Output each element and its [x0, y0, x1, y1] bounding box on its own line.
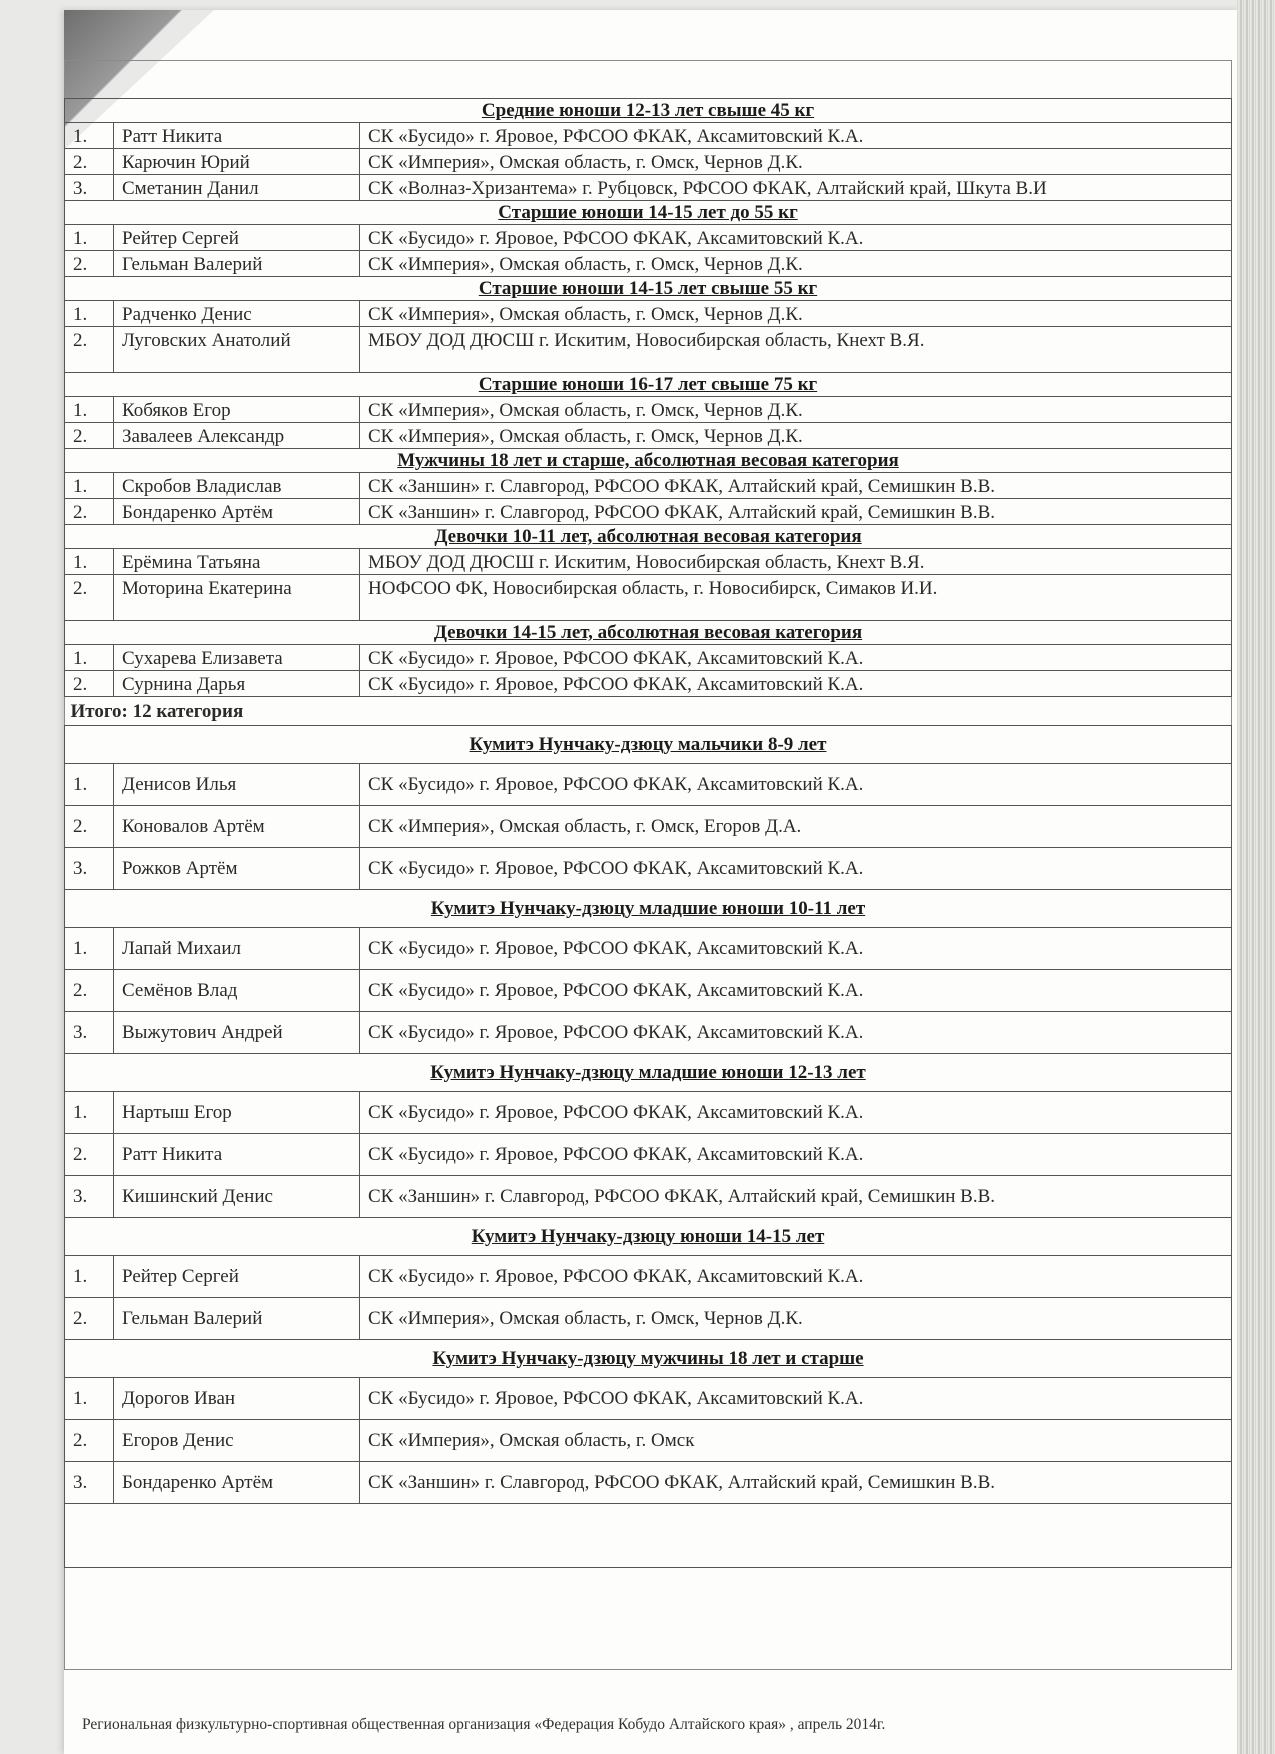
athlete-name-cell: Дорогов Иван — [114, 1378, 360, 1420]
table-row — [65, 499, 1232, 525]
category-header — [65, 201, 1232, 225]
place-cell: 3. — [65, 1462, 114, 1504]
club-cell: СК «Бусидо» г. Яровое, РФСОО ФКАК, Аксамитовский К.А. — [360, 848, 1232, 890]
place-cell: 2. — [65, 806, 114, 848]
club-cell: СК «Империя», Омская область, г. Омск, Чернов Д.К. — [360, 149, 1232, 175]
place-cell: 1. — [65, 301, 114, 327]
athlete-name-cell: Сметанин Данил — [114, 175, 360, 201]
athlete-name-cell: Скробов Владислав — [114, 473, 360, 499]
category-title: Старшие юноши 14-15 лет свыше 55 кг — [65, 277, 1232, 301]
place-cell: 2. — [65, 1298, 114, 1340]
club-cell: СК «Бусидо» г. Яровое, РФСОО ФКАК, Аксамитовский К.А. — [360, 645, 1232, 671]
table-row — [65, 1256, 1232, 1298]
club-cell: СК «Империя», Омская область, г. Омск, Чернов Д.К. — [360, 251, 1232, 277]
place-cell: 3. — [65, 1012, 114, 1054]
athlete-name-cell: Ратт Никита — [114, 123, 360, 149]
place-cell: 2. — [65, 970, 114, 1012]
table-row — [65, 1176, 1232, 1218]
table-row — [65, 671, 1232, 697]
table-row — [65, 397, 1232, 423]
athlete-name-cell: Бондаренко Артём — [114, 1462, 360, 1504]
place-cell: 2. — [65, 149, 114, 175]
table-row — [65, 928, 1232, 970]
athlete-name-cell: Рожков Артём — [114, 848, 360, 890]
athlete-name-cell: Ерёмина Татьяна — [114, 549, 360, 575]
club-cell: СК «Бусидо» г. Яровое, РФСОО ФКАК, Аксамитовский К.А. — [360, 1378, 1232, 1420]
footer-organization: Региональная физкультурно-спортивная общественная организация «Федерация Кобудо Алтайского края» , апрель 2014г. — [82, 1716, 886, 1733]
results-table — [64, 98, 1232, 1568]
table-row — [65, 123, 1232, 149]
club-cell: СК «Бусидо» г. Яровое, РФСОО ФКАК, Аксамитовский К.А. — [360, 970, 1232, 1012]
athlete-name-cell: Рейтер Сергей — [114, 1256, 360, 1298]
place-cell: 2. — [65, 671, 114, 697]
place-cell: 1. — [65, 1256, 114, 1298]
place-cell: 1. — [65, 397, 114, 423]
total-label: Итого: 12 категория — [65, 697, 1232, 726]
table-row — [65, 175, 1232, 201]
athlete-name-cell: Ратт Никита — [114, 1134, 360, 1176]
club-cell: СК «Бусидо» г. Яровое, РФСОО ФКАК, Аксамитовский К.А. — [360, 225, 1232, 251]
category-title: Девочки 10-11 лет, абсолютная весовая категория — [65, 525, 1232, 549]
place-cell: 2. — [65, 251, 114, 277]
category-title: Старшие юноши 14-15 лет до 55 кг — [65, 201, 1232, 225]
table-row — [65, 970, 1232, 1012]
club-cell: СК «Бусидо» г. Яровое, РФСОО ФКАК, Аксамитовский К.А. — [360, 928, 1232, 970]
athlete-name-cell: Коновалов Артём — [114, 806, 360, 848]
category-header — [65, 726, 1232, 764]
table-row — [65, 1462, 1232, 1504]
table-row — [65, 806, 1232, 848]
table-row — [65, 301, 1232, 327]
athlete-name-cell: Моторина Екатерина — [114, 575, 360, 621]
club-cell: СК «Империя», Омская область, г. Омск, Чернов Д.К. — [360, 397, 1232, 423]
club-cell: СК «Империя», Омская область, г. Омск, Чернов Д.К. — [360, 423, 1232, 449]
athlete-name-cell: Гельман Валерий — [114, 1298, 360, 1340]
athlete-name-cell: Кобяков Егор — [114, 397, 360, 423]
place-cell: 1. — [65, 645, 114, 671]
category-title: Девочки 14-15 лет, абсолютная весовая категория — [65, 621, 1232, 645]
table-row — [65, 225, 1232, 251]
athlete-name-cell: Радченко Денис — [114, 301, 360, 327]
blank-cell — [65, 1504, 1232, 1568]
place-cell: 1. — [65, 549, 114, 575]
place-cell: 1. — [65, 1092, 114, 1134]
table-row — [65, 423, 1232, 449]
club-cell: СК «Империя», Омская область, г. Омск, Чернов Д.К. — [360, 1298, 1232, 1340]
club-cell: МБОУ ДОД ДЮСШ г. Искитим, Новосибирская область, Кнехт В.Я. — [360, 327, 1232, 373]
place-cell: 2. — [65, 1420, 114, 1462]
club-cell: НОФСОО ФК, Новосибирская область, г. Новосибирск, Симаков И.И. — [360, 575, 1232, 621]
athlete-name-cell: Луговских Анатолий — [114, 327, 360, 373]
club-cell: СК «Бусидо» г. Яровое, РФСОО ФКАК, Аксамитовский К.А. — [360, 1012, 1232, 1054]
table-row — [65, 473, 1232, 499]
club-cell: СК «Империя», Омская область, г. Омск — [360, 1420, 1232, 1462]
table-row — [65, 1092, 1232, 1134]
category-title: Кумитэ Нунчаку-дзюцу младшие юноши 12-13 лет — [65, 1054, 1232, 1092]
club-cell: СК «Волназ-Хризантема» г. Рубцовск, РФСОО ФКАК, Алтайский край, Шкута В.И — [360, 175, 1232, 201]
athlete-name-cell: Егоров Денис — [114, 1420, 360, 1462]
athlete-name-cell: Завалеев Александр — [114, 423, 360, 449]
club-cell: СК «Бусидо» г. Яровое, РФСОО ФКАК, Аксамитовский К.А. — [360, 123, 1232, 149]
table-row — [65, 764, 1232, 806]
place-cell: 2. — [65, 423, 114, 449]
table-row — [65, 1378, 1232, 1420]
table-row — [65, 645, 1232, 671]
place-cell: 1. — [65, 225, 114, 251]
table-row — [65, 1012, 1232, 1054]
category-header — [65, 99, 1232, 123]
table-row — [65, 848, 1232, 890]
blank-row — [65, 1504, 1232, 1568]
club-cell: СК «Бусидо» г. Яровое, РФСОО ФКАК, Аксамитовский К.А. — [360, 764, 1232, 806]
athlete-name-cell: Карючин Юрий — [114, 149, 360, 175]
place-cell: 3. — [65, 175, 114, 201]
place-cell: 1. — [65, 928, 114, 970]
category-title: Кумитэ Нунчаку-дзюцу мужчины 18 лет и старше — [65, 1340, 1232, 1378]
place-cell: 1. — [65, 473, 114, 499]
place-cell: 2. — [65, 575, 114, 621]
club-cell: СК «Заншин» г. Славгород, РФСОО ФКАК, Алтайский край, Семишкин В.В. — [360, 499, 1232, 525]
total-row — [65, 697, 1232, 726]
place-cell: 2. — [65, 327, 114, 373]
table-row — [65, 149, 1232, 175]
athlete-name-cell: Семёнов Влад — [114, 970, 360, 1012]
athlete-name-cell: Лапай Михаил — [114, 928, 360, 970]
club-cell: СК «Заншин» г. Славгород, РФСОО ФКАК, Алтайский край, Семишкин В.В. — [360, 473, 1232, 499]
club-cell: СК «Бусидо» г. Яровое, РФСОО ФКАК, Аксамитовский К.А. — [360, 1256, 1232, 1298]
table-row — [65, 327, 1232, 373]
athlete-name-cell: Денисов Илья — [114, 764, 360, 806]
category-header — [65, 621, 1232, 645]
club-cell: СК «Бусидо» г. Яровое, РФСОО ФКАК, Аксамитовский К.А. — [360, 1134, 1232, 1176]
category-title: Средние юноши 12-13 лет свыше 45 кг — [65, 99, 1232, 123]
category-header — [65, 890, 1232, 928]
category-title: Мужчины 18 лет и старше, абсолютная весовая категория — [65, 449, 1232, 473]
category-header — [65, 1054, 1232, 1092]
athlete-name-cell: Гельман Валерий — [114, 251, 360, 277]
athlete-name-cell: Кишинский Денис — [114, 1176, 360, 1218]
table-row — [65, 1420, 1232, 1462]
results-body — [65, 99, 1232, 1568]
place-cell: 1. — [65, 1378, 114, 1420]
club-cell: МБОУ ДОД ДЮСШ г. Искитим, Новосибирская область, Кнехт В.Я. — [360, 549, 1232, 575]
category-header — [65, 449, 1232, 473]
club-cell: СК «Империя», Омская область, г. Омск, Егоров Д.А. — [360, 806, 1232, 848]
athlete-name-cell: Нартыш Егор — [114, 1092, 360, 1134]
athlete-name-cell: Сурнина Дарья — [114, 671, 360, 697]
athlete-name-cell: Сухарева Елизавета — [114, 645, 360, 671]
place-cell: 1. — [65, 764, 114, 806]
club-cell: СК «Бусидо» г. Яровое, РФСОО ФКАК, Аксамитовский К.А. — [360, 671, 1232, 697]
category-title: Кумитэ Нунчаку-дзюцу юноши 14-15 лет — [65, 1218, 1232, 1256]
category-title: Старшие юноши 16-17 лет свыше 75 кг — [65, 373, 1232, 397]
place-cell: 3. — [65, 1176, 114, 1218]
place-cell: 3. — [65, 848, 114, 890]
category-header — [65, 1340, 1232, 1378]
table-row — [65, 549, 1232, 575]
category-header — [65, 373, 1232, 397]
club-cell: СК «Заншин» г. Славгород, РФСОО ФКАК, Алтайский край, Семишкин В.В. — [360, 1176, 1232, 1218]
place-cell: 2. — [65, 1134, 114, 1176]
category-title: Кумитэ Нунчаку-дзюцу младшие юноши 10-11 лет — [65, 890, 1232, 928]
place-cell: 1. — [65, 123, 114, 149]
athlete-name-cell: Рейтер Сергей — [114, 225, 360, 251]
athlete-name-cell: Выжутович Андрей — [114, 1012, 360, 1054]
page-stack-edge — [1237, 0, 1275, 1754]
athlete-name-cell: Бондаренко Артём — [114, 499, 360, 525]
category-header — [65, 277, 1232, 301]
category-header — [65, 1218, 1232, 1256]
category-title: Кумитэ Нунчаку-дзюцу мальчики 8-9 лет — [65, 726, 1232, 764]
place-cell: 2. — [65, 499, 114, 525]
category-header — [65, 525, 1232, 549]
table-row — [65, 1134, 1232, 1176]
table-row — [65, 575, 1232, 621]
table-row — [65, 251, 1232, 277]
club-cell: СК «Бусидо» г. Яровое, РФСОО ФКАК, Аксамитовский К.А. — [360, 1092, 1232, 1134]
table-row — [65, 1298, 1232, 1340]
club-cell: СК «Империя», Омская область, г. Омск, Чернов Д.К. — [360, 301, 1232, 327]
club-cell: СК «Заншин» г. Славгород, РФСОО ФКАК, Алтайский край, Семишкин В.В. — [360, 1462, 1232, 1504]
